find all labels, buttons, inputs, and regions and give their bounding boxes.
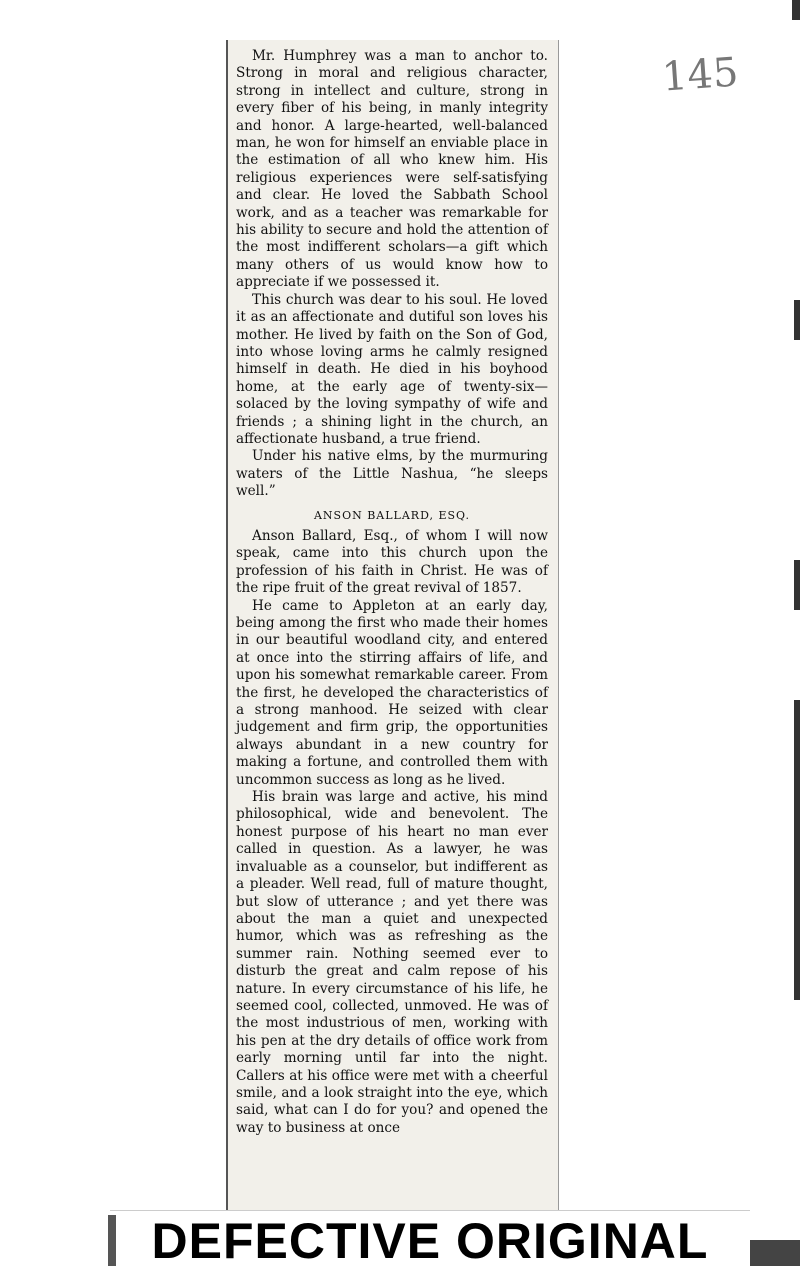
scan-edge-mark (792, 0, 800, 20)
humphrey-paragraph-2: This church was dear to his soul. He loved it as an affectionate and dutiful son loves his mother. He lived by faith on the Son of God, into whose loving arms he calmly resigned himself in death. He died in his boyhood home, at the early age of twenty-six—solaced by the loving sympathy of wife and friends ; a shining light in the church, an affectionate husband, a true friend. (236, 291, 548, 447)
humphrey-paragraph-1: Mr. Humphrey was a man to anchor to. Strong in moral and religious character, strong in intellect and culture, strong in every fiber of his being, in manly integrity and honor. A large-hearted, well-balanced man, he won for himself an enviable place in the estimation of all who knew him. His religious experiences were self-satisfying and clear. He loved the Sabbath School work, and as a teacher was remarkable for his ability to secure and hold the attention of the most indifferent scholars—a gift which many others of us would know how to appreciate if we possessed it. (236, 48, 548, 291)
scan-edge-mark (794, 560, 800, 610)
humphrey-paragraph-3: Under his native elms, by the murmuring waters of the Little Nashua, “he sleeps well.” (236, 448, 548, 500)
ballard-heading: ANSON BALLARD, ESQ. (313, 508, 471, 522)
scan-edge-mark (794, 700, 800, 1000)
defective-original-label: DEFECTIVE ORIGINAL (151, 1213, 709, 1269)
ballard-paragraph-3: His brain was large and active, his mind philosophical, wide and benevolent. The honest purpose of his heart no man ever called in question. As a lawyer, he was invaluable as a counselor, but indifferent as a pleader. Well read, full of mature thought, but slow of utterance ; and yet there was about the man a quiet and unexpected humor, which was as refreshing as the summer rain. Nothing seemed ever to disturb the great and calm repose of his nature. In every circumstance of his life, he seemed cool, collected, unmoved. He was of the most industrious of men, working with his pen at the dry details of office work from early morning until far into the night. Callers at his office were met with a cheerful smile, and a look straight into the eye, which said, what can I do for you? and opened the way to business at once (236, 789, 548, 1136)
banner-left-rule (108, 1215, 116, 1266)
ballard-paragraph-1: Anson Ballard, Esq., of whom I will now speak, came into this church upon the profession of his faith in Christ. He was of the ripe fruit of the great revival of 1857. (236, 527, 548, 597)
ballard-paragraph-2: He came to Appleton at an early day, being among the first who made their homes in our beautiful woodland city, and entered at once into the stirring affairs of life, and upon his somewhat remarkable career. From the first, he developed the characteristics of a strong manhood. He seized with clear judgement and firm grip, the opportunities always abundant in a new country for making a fortune, and controlled them with uncommon success as long as he lived. (236, 597, 548, 788)
scan-edge-mark (750, 1240, 800, 1266)
handwritten-page-number: 145 (660, 49, 740, 101)
scan-edge-mark (794, 300, 800, 340)
article-column (236, 48, 548, 1137)
